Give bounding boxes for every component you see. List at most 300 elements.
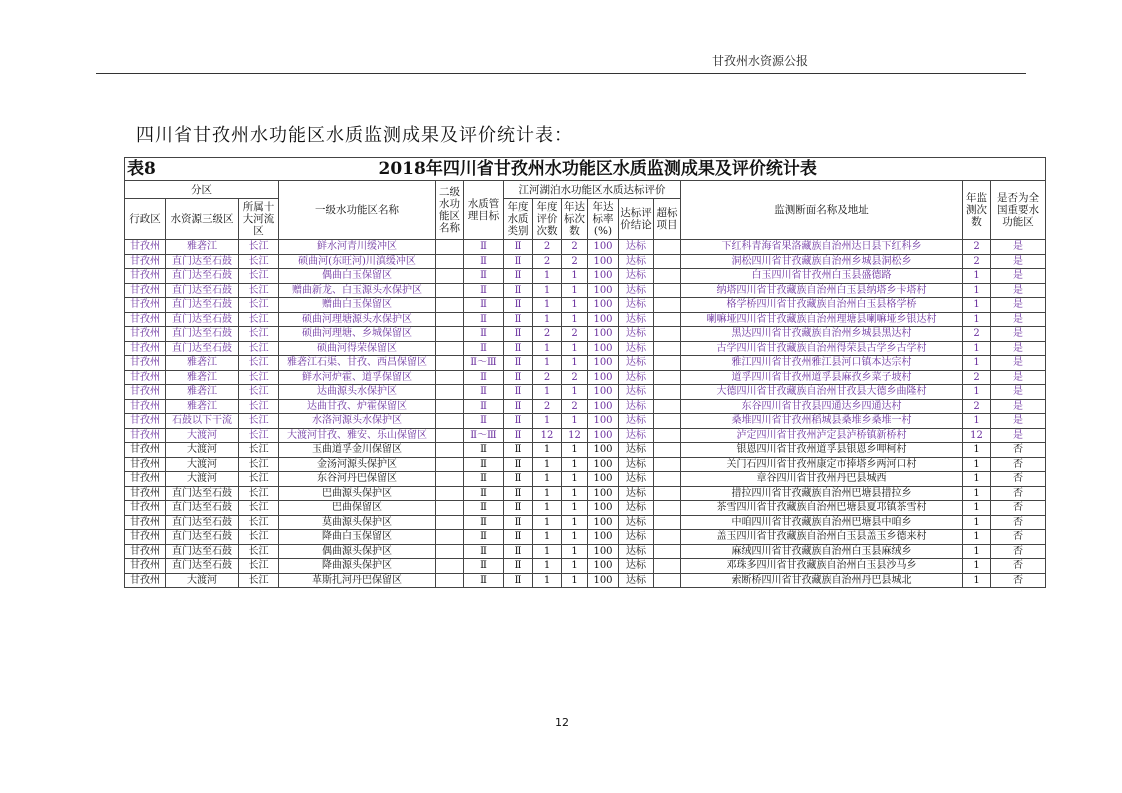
cell-target: Ⅱ — [464, 341, 504, 356]
cell-eval: 1 — [533, 385, 562, 400]
cell-pass: 1 — [562, 298, 588, 313]
cell-pass: 1 — [562, 341, 588, 356]
cell-level2 — [436, 240, 464, 255]
cell-target: Ⅱ — [464, 370, 504, 385]
header-exceed: 超标项目 — [654, 199, 681, 240]
cell-level1: 水洛河源头水保护区 — [279, 414, 436, 429]
cell-exceed — [654, 486, 681, 501]
cell-river: 长江 — [239, 399, 279, 414]
cell-exceed — [654, 254, 681, 269]
cell-admin: 甘孜州 — [125, 370, 166, 385]
cell-river: 长江 — [239, 530, 279, 545]
cell-rate: 100 — [588, 414, 619, 429]
cell-exceed — [654, 544, 681, 559]
cell-type: Ⅱ — [504, 370, 533, 385]
cell-important: 是 — [991, 240, 1046, 255]
cell-rate: 100 — [588, 530, 619, 545]
header-eval-count: 年度评价次数 — [533, 199, 562, 240]
cell-times: 2 — [963, 399, 991, 414]
table-row — [125, 269, 1046, 284]
cell-admin: 甘孜州 — [125, 341, 166, 356]
cell-section: 喇嘛垭四川省甘孜藏族自治州理塘县喇嘛垭乡银达村 — [681, 312, 963, 327]
cell-eval: 1 — [533, 283, 562, 298]
header-section: 监测断面名称及地址 — [681, 181, 963, 240]
cell-conclusion: 达标 — [619, 501, 654, 516]
cell-target: Ⅱ — [464, 399, 504, 414]
cell-type: Ⅱ — [504, 428, 533, 443]
cell-important: 否 — [991, 486, 1046, 501]
cell-times: 1 — [963, 457, 991, 472]
cell-type: Ⅱ — [504, 486, 533, 501]
cell-river: 长江 — [239, 254, 279, 269]
table-caption: 2018年四川省甘孜州水功能区水质监测成果及评价统计表 — [166, 158, 1046, 181]
cell-exceed — [654, 356, 681, 371]
cell-level1: 革斯扎河丹巴保留区 — [279, 573, 436, 588]
cell-section: 措拉四川省甘孜藏族自治州巴塘县措拉乡 — [681, 486, 963, 501]
cell-rate: 100 — [588, 501, 619, 516]
cell-basin3: 雅砻江 — [166, 399, 239, 414]
cell-level1: 偶曲白玉保留区 — [279, 269, 436, 284]
cell-level1: 硕曲河理塘源头水保护区 — [279, 312, 436, 327]
cell-times: 2 — [963, 327, 991, 342]
cell-eval: 1 — [533, 501, 562, 516]
cell-times: 1 — [963, 443, 991, 458]
cell-river: 长江 — [239, 341, 279, 356]
cell-target: Ⅱ — [464, 472, 504, 487]
cell-exceed — [654, 457, 681, 472]
table-row — [125, 501, 1046, 516]
cell-pass: 1 — [562, 414, 588, 429]
cell-section: 章谷四川省甘孜州丹巴县城西 — [681, 472, 963, 487]
cell-important: 否 — [991, 530, 1046, 545]
cell-level1: 赠曲白玉保留区 — [279, 298, 436, 313]
cell-exceed — [654, 269, 681, 284]
cell-target: Ⅱ — [464, 515, 504, 530]
cell-eval: 1 — [533, 298, 562, 313]
table-row — [125, 559, 1046, 574]
cell-exceed — [654, 399, 681, 414]
cell-type: Ⅱ — [504, 573, 533, 588]
cell-eval: 12 — [533, 428, 562, 443]
header-pass-rate: 年达标率(%) — [588, 199, 619, 240]
cell-level2 — [436, 486, 464, 501]
cell-section: 银恩四川省甘孜州道孚县银恩乡呷柯村 — [681, 443, 963, 458]
cell-conclusion: 达标 — [619, 559, 654, 574]
cell-important: 是 — [991, 428, 1046, 443]
cell-target: Ⅱ — [464, 254, 504, 269]
cell-river: 长江 — [239, 414, 279, 429]
cell-level1: 偶曲源头保护区 — [279, 544, 436, 559]
section-title: 四川省甘孜州水功能区水质监测成果及评价统计表： — [136, 125, 573, 146]
cell-important: 是 — [991, 254, 1046, 269]
cell-pass: 1 — [562, 515, 588, 530]
cell-target: Ⅱ — [464, 501, 504, 516]
cell-section: 索断桥四川省甘孜藏族自治州丹巴县城北 — [681, 573, 963, 588]
cell-section: 邓珠多四川省甘孜藏族自治州白玉县沙马乡 — [681, 559, 963, 574]
cell-level1: 硕曲河理塘、乡城保留区 — [279, 327, 436, 342]
cell-basin3: 直门达至石鼓 — [166, 559, 239, 574]
cell-river: 长江 — [239, 385, 279, 400]
cell-level2 — [436, 414, 464, 429]
cell-level1: 达曲源头水保护区 — [279, 385, 436, 400]
cell-river: 长江 — [239, 370, 279, 385]
cell-target: Ⅱ — [464, 327, 504, 342]
header-times: 年监测次数 — [963, 181, 991, 240]
cell-level1: 巴曲保留区 — [279, 501, 436, 516]
cell-pass: 1 — [562, 269, 588, 284]
table-row — [125, 515, 1046, 530]
cell-level2 — [436, 530, 464, 545]
cell-exceed — [654, 559, 681, 574]
cell-conclusion: 达标 — [619, 356, 654, 371]
cell-exceed — [654, 515, 681, 530]
cell-rate: 100 — [588, 240, 619, 255]
cell-type: Ⅱ — [504, 385, 533, 400]
cell-river: 长江 — [239, 356, 279, 371]
cell-river: 长江 — [239, 472, 279, 487]
cell-times: 12 — [963, 428, 991, 443]
cell-basin3: 直门达至石鼓 — [166, 298, 239, 313]
cell-type: Ⅱ — [504, 414, 533, 429]
table-row — [125, 573, 1046, 588]
cell-conclusion: 达标 — [619, 486, 654, 501]
cell-rate: 100 — [588, 486, 619, 501]
cell-basin3: 大渡河 — [166, 472, 239, 487]
header-river: 所属十大河流区 — [239, 199, 279, 240]
cell-times: 1 — [963, 573, 991, 588]
cell-level1: 金汤河源头保护区 — [279, 457, 436, 472]
cell-eval: 2 — [533, 370, 562, 385]
cell-exceed — [654, 472, 681, 487]
cell-river: 长江 — [239, 515, 279, 530]
cell-eval: 1 — [533, 269, 562, 284]
cell-times: 1 — [963, 298, 991, 313]
cell-target: Ⅱ — [464, 530, 504, 545]
cell-target: Ⅱ — [464, 283, 504, 298]
cell-section: 白玉四川省甘孜州白玉县盛德路 — [681, 269, 963, 284]
cell-rate: 100 — [588, 573, 619, 588]
cell-eval: 1 — [533, 544, 562, 559]
cell-type: Ⅱ — [504, 341, 533, 356]
cell-important: 是 — [991, 370, 1046, 385]
cell-river: 长江 — [239, 573, 279, 588]
cell-pass: 2 — [562, 327, 588, 342]
cell-important: 是 — [991, 298, 1046, 313]
cell-times: 1 — [963, 544, 991, 559]
header-basin3: 水资源三级区 — [166, 199, 239, 240]
cell-important: 否 — [991, 472, 1046, 487]
header-pass-count: 年达标次数 — [562, 199, 588, 240]
cell-level1: 鲜水河青川缓冲区 — [279, 240, 436, 255]
cell-pass: 1 — [562, 486, 588, 501]
cell-conclusion: 达标 — [619, 414, 654, 429]
cell-river: 长江 — [239, 428, 279, 443]
cell-level1: 雅砻江石渠、甘孜、西昌保留区 — [279, 356, 436, 371]
cell-target: Ⅱ — [464, 312, 504, 327]
cell-level1: 巴曲源头保护区 — [279, 486, 436, 501]
cell-rate: 100 — [588, 559, 619, 574]
header-conclusion: 达标评价结论 — [619, 199, 654, 240]
cell-eval: 1 — [533, 414, 562, 429]
table-row — [125, 443, 1046, 458]
cell-exceed — [654, 573, 681, 588]
cell-conclusion: 达标 — [619, 443, 654, 458]
cell-type: Ⅱ — [504, 515, 533, 530]
cell-target: Ⅱ — [464, 486, 504, 501]
cell-pass: 12 — [562, 428, 588, 443]
table-tag: 表8 — [125, 158, 166, 181]
cell-basin3: 直门达至石鼓 — [166, 254, 239, 269]
cell-eval: 1 — [533, 341, 562, 356]
cell-river: 长江 — [239, 240, 279, 255]
cell-basin3: 大渡河 — [166, 457, 239, 472]
cell-admin: 甘孜州 — [125, 283, 166, 298]
cell-eval: 2 — [533, 327, 562, 342]
water-quality-table — [124, 157, 1046, 588]
cell-pass: 2 — [562, 254, 588, 269]
cell-exceed — [654, 443, 681, 458]
cell-important: 是 — [991, 356, 1046, 371]
table-row — [125, 356, 1046, 371]
cell-river: 长江 — [239, 283, 279, 298]
cell-important: 否 — [991, 559, 1046, 574]
cell-type: Ⅱ — [504, 269, 533, 284]
cell-exceed — [654, 240, 681, 255]
cell-level1: 降曲白玉保留区 — [279, 530, 436, 545]
cell-pass: 1 — [562, 385, 588, 400]
cell-section: 东谷四川省甘孜县四通达乡四通达村 — [681, 399, 963, 414]
cell-river: 长江 — [239, 544, 279, 559]
cell-exceed — [654, 530, 681, 545]
cell-section: 桑堆四川省甘孜州稻城县桑堆乡桑堆一村 — [681, 414, 963, 429]
cell-conclusion: 达标 — [619, 399, 654, 414]
cell-conclusion: 达标 — [619, 254, 654, 269]
cell-pass: 1 — [562, 501, 588, 516]
cell-level1: 降曲源头保护区 — [279, 559, 436, 574]
cell-exceed — [654, 414, 681, 429]
table-row — [125, 254, 1046, 269]
cell-admin: 甘孜州 — [125, 530, 166, 545]
cell-conclusion: 达标 — [619, 515, 654, 530]
header-eval-group: 江河湖泊水功能区水质达标评价 — [504, 181, 681, 199]
cell-level2 — [436, 283, 464, 298]
cell-river: 长江 — [239, 501, 279, 516]
cell-river: 长江 — [239, 327, 279, 342]
cell-admin: 甘孜州 — [125, 515, 166, 530]
cell-pass: 1 — [562, 356, 588, 371]
cell-type: Ⅱ — [504, 559, 533, 574]
cell-admin: 甘孜州 — [125, 327, 166, 342]
cell-eval: 2 — [533, 399, 562, 414]
cell-exceed — [654, 283, 681, 298]
header-annual-type: 年度水质类别 — [504, 199, 533, 240]
cell-important: 否 — [991, 457, 1046, 472]
cell-section: 格学桥四川省甘孜藏族自治州白玉县格学桥 — [681, 298, 963, 313]
cell-exceed — [654, 428, 681, 443]
table-row — [125, 544, 1046, 559]
cell-admin: 甘孜州 — [125, 544, 166, 559]
cell-section: 麻绒四川省甘孜藏族自治州白玉县麻绒乡 — [681, 544, 963, 559]
cell-basin3: 直门达至石鼓 — [166, 312, 239, 327]
cell-pass: 1 — [562, 312, 588, 327]
cell-level1: 东谷河丹巴保留区 — [279, 472, 436, 487]
cell-times: 1 — [963, 385, 991, 400]
cell-times: 1 — [963, 414, 991, 429]
cell-basin3: 石鼓以下干流 — [166, 414, 239, 429]
cell-rate: 100 — [588, 443, 619, 458]
cell-conclusion: 达标 — [619, 370, 654, 385]
cell-conclusion: 达标 — [619, 544, 654, 559]
cell-section: 雅江四川省甘孜州雅江县河口镇本达宗村 — [681, 356, 963, 371]
cell-admin: 甘孜州 — [125, 472, 166, 487]
cell-eval: 1 — [533, 443, 562, 458]
cell-basin3: 直门达至石鼓 — [166, 341, 239, 356]
cell-conclusion: 达标 — [619, 428, 654, 443]
cell-conclusion: 达标 — [619, 341, 654, 356]
cell-admin: 甘孜州 — [125, 269, 166, 284]
cell-level1: 达曲甘孜、炉霍保留区 — [279, 399, 436, 414]
cell-target: Ⅱ～Ⅲ — [464, 356, 504, 371]
cell-level2 — [436, 327, 464, 342]
cell-level1: 赠曲新龙、白玉源头水保护区 — [279, 283, 436, 298]
cell-times: 1 — [963, 530, 991, 545]
table-row — [125, 385, 1046, 400]
cell-target: Ⅱ — [464, 269, 504, 284]
cell-times: 1 — [963, 472, 991, 487]
cell-conclusion: 达标 — [619, 457, 654, 472]
cell-section: 古学四川省甘孜藏族自治州得荣县古学乡古学村 — [681, 341, 963, 356]
cell-target: Ⅱ — [464, 457, 504, 472]
cell-important: 是 — [991, 269, 1046, 284]
cell-rate: 100 — [588, 283, 619, 298]
cell-times: 1 — [963, 501, 991, 516]
cell-rate: 100 — [588, 515, 619, 530]
cell-basin3: 直门达至石鼓 — [166, 501, 239, 516]
table-row — [125, 428, 1046, 443]
cell-conclusion: 达标 — [619, 530, 654, 545]
cell-level1: 硕曲河得荣保留区 — [279, 341, 436, 356]
cell-pass: 1 — [562, 443, 588, 458]
cell-level1: 玉曲道孚金川保留区 — [279, 443, 436, 458]
cell-conclusion: 达标 — [619, 573, 654, 588]
cell-admin: 甘孜州 — [125, 443, 166, 458]
report-header: 甘孜州水资源公报 — [712, 54, 809, 68]
cell-exceed — [654, 370, 681, 385]
cell-admin: 甘孜州 — [125, 501, 166, 516]
cell-conclusion: 达标 — [619, 298, 654, 313]
cell-type: Ⅱ — [504, 254, 533, 269]
cell-target: Ⅱ — [464, 573, 504, 588]
cell-important: 是 — [991, 414, 1046, 429]
header-level1: 一级水功能区名称 — [279, 181, 436, 240]
cell-eval: 2 — [533, 240, 562, 255]
cell-level2 — [436, 341, 464, 356]
cell-section: 泸定四川省甘孜州泸定县泸桥镇新桥村 — [681, 428, 963, 443]
table-row — [125, 457, 1046, 472]
cell-basin3: 直门达至石鼓 — [166, 530, 239, 545]
cell-rate: 100 — [588, 269, 619, 284]
cell-admin: 甘孜州 — [125, 457, 166, 472]
cell-basin3: 雅砻江 — [166, 385, 239, 400]
cell-pass: 1 — [562, 530, 588, 545]
table-row — [125, 414, 1046, 429]
cell-basin3: 大渡河 — [166, 573, 239, 588]
cell-basin3: 直门达至石鼓 — [166, 269, 239, 284]
cell-times: 1 — [963, 312, 991, 327]
cell-exceed — [654, 327, 681, 342]
cell-times: 1 — [963, 486, 991, 501]
cell-pass: 1 — [562, 283, 588, 298]
cell-level2 — [436, 443, 464, 458]
cell-target: Ⅱ～Ⅲ — [464, 428, 504, 443]
cell-level2 — [436, 312, 464, 327]
cell-section: 盖玉四川省甘孜藏族自治州白玉县盖玉乡德来村 — [681, 530, 963, 545]
cell-rate: 100 — [588, 457, 619, 472]
cell-admin: 甘孜州 — [125, 240, 166, 255]
cell-level2 — [436, 544, 464, 559]
cell-rate: 100 — [588, 312, 619, 327]
cell-type: Ⅱ — [504, 544, 533, 559]
cell-level2 — [436, 254, 464, 269]
table-row — [125, 240, 1046, 255]
cell-type: Ⅱ — [504, 457, 533, 472]
cell-river: 长江 — [239, 486, 279, 501]
cell-eval: 1 — [533, 356, 562, 371]
cell-target: Ⅱ — [464, 385, 504, 400]
cell-rate: 100 — [588, 370, 619, 385]
cell-rate: 100 — [588, 341, 619, 356]
header-target: 水质管理目标 — [464, 181, 504, 240]
cell-rate: 100 — [588, 428, 619, 443]
header-admin: 行政区 — [125, 199, 166, 240]
cell-section: 中咱四川省甘孜藏族自治州巴塘县中咱乡 — [681, 515, 963, 530]
cell-basin3: 直门达至石鼓 — [166, 283, 239, 298]
table-title-row — [125, 158, 1046, 181]
cell-admin: 甘孜州 — [125, 486, 166, 501]
cell-pass: 1 — [562, 559, 588, 574]
cell-level2 — [436, 501, 464, 516]
cell-exceed — [654, 341, 681, 356]
table-row — [125, 298, 1046, 313]
cell-conclusion: 达标 — [619, 240, 654, 255]
cell-river: 长江 — [239, 312, 279, 327]
cell-type: Ⅱ — [504, 240, 533, 255]
cell-type: Ⅱ — [504, 356, 533, 371]
table-row — [125, 341, 1046, 356]
cell-conclusion: 达标 — [619, 472, 654, 487]
cell-admin: 甘孜州 — [125, 356, 166, 371]
cell-important: 是 — [991, 327, 1046, 342]
cell-eval: 1 — [533, 472, 562, 487]
cell-times: 1 — [963, 356, 991, 371]
cell-admin: 甘孜州 — [125, 312, 166, 327]
cell-type: Ⅱ — [504, 443, 533, 458]
cell-eval: 1 — [533, 515, 562, 530]
cell-pass: 1 — [562, 457, 588, 472]
cell-level2 — [436, 472, 464, 487]
cell-pass: 1 — [562, 544, 588, 559]
cell-exceed — [654, 312, 681, 327]
cell-target: Ⅱ — [464, 240, 504, 255]
cell-river: 长江 — [239, 269, 279, 284]
cell-times: 1 — [963, 269, 991, 284]
cell-type: Ⅱ — [504, 312, 533, 327]
cell-exceed — [654, 385, 681, 400]
header-level2: 二级水功能区名称 — [436, 181, 464, 240]
cell-target: Ⅱ — [464, 559, 504, 574]
cell-important: 否 — [991, 443, 1046, 458]
cell-river: 长江 — [239, 443, 279, 458]
